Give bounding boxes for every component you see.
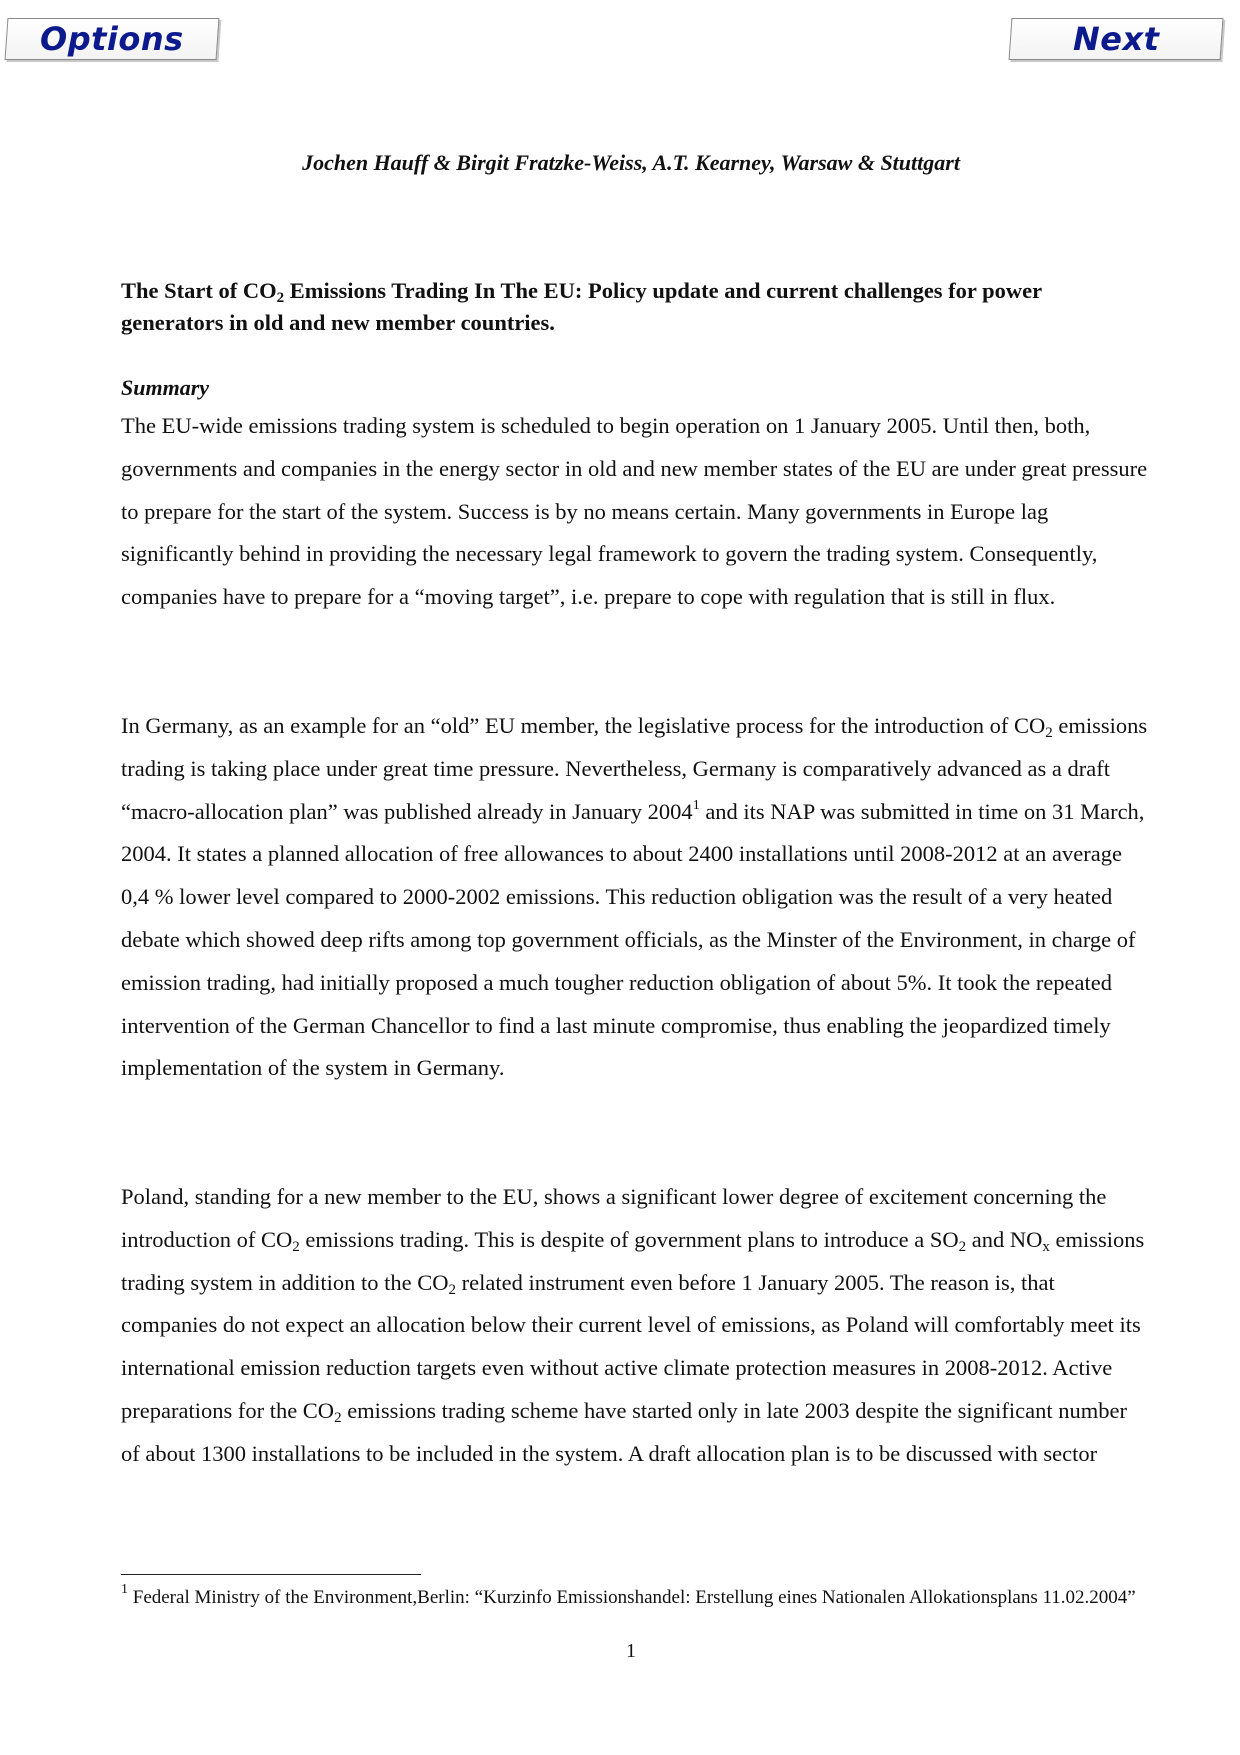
summary-heading: Summary — [121, 375, 210, 400]
footnote-reference[interactable]: 1 — [692, 797, 700, 813]
next-button-label: Next — [1072, 20, 1160, 58]
author-line: Jochen Hauff & Birgit Fratzke-Weiss, A.T. Kearney, Warsaw & Stuttgart — [302, 150, 960, 175]
paragraph-eu-overview: The EU-wide emissions trading system is scheduled to begin operation on 1 January 2005. Until then, both, governments and companies in the energy sector in old and new member states of the EU are under great pressure to prepare for the start of the system. Success is by no means certain. Many governments in Europe lag significantly behind in providing the necessary legal framework to govern the trading system. Consequently, companies have to prepare for a “moving target”, i.e. prepare to cope with regulation that is still in flux. — [121, 413, 1148, 610]
footnote-divider — [121, 1574, 421, 1575]
next-button[interactable] — [1009, 18, 1224, 60]
options-button-label: Options — [40, 20, 184, 58]
options-button[interactable] — [5, 18, 220, 60]
paragraph-germany: In Germany, as an example for an “old” EU member, the legislative process for the introduction of $CO_2$ emissions trading is taking place under great time pressure. Nevertheless, Germany is comparatively advanced as a draft “macro-allocation plan” was published already in January 2004$^1$ and its NAP was submitted in time on 31 March, 2004. It states a planned allocation of free allowances to about 2400 installations until 2008-2012 at an average 0,4 % lower level compared to 2000-2002 emissions. This reduction obligation was the result of a very heated debate which showed deep rifts among top government officials, as the Minster of the Environment, in charge of emission trading, had initially proposed a much tougher reduction obligation of about 5%. It took the repeated intervention of the German Chancellor to find a last minute compromise, thus enabling the jeopardized timely implementation of the system in Germany. — [121, 713, 1148, 1081]
paragraph-poland: Poland, standing for a new member to the EU, shows a significant lower degree of excitement concerning the introduction of $CO_2$ emissions trading. This is despite of government plans to introduce a $SO_2$ and $NO_x$ emissions trading system in addition to the $CO_2$ related instrument even before 1 January 2005. The reason is, that companies do not expect an allocation below their current level of emissions, as Poland will comfortably meet its international emission reduction targets even without active climate protection measures in 2008-2012. Active preparations for the $CO_2$ emissions trading scheme have started only in late 2003 despite the significant number of about 1300 installations to be included in the system. A draft allocation plan is to be discussed with sector — [121, 1184, 1145, 1466]
footnote: $^1$ Federal Ministry of the Environment,Berlin: “Kurzinfo Emissionshandel: Erstellung eines Nationalen Allokationsplans 11.02.2004” — [121, 1582, 1136, 1608]
footnote-marker: 1 — [121, 1582, 128, 1597]
paper-title: The Start of $CO_2$ Emissions Trading In The EU: Policy update and current challenges for power generators in old and new member countries. — [121, 278, 1042, 335]
page-number: 1 — [626, 1640, 636, 1662]
